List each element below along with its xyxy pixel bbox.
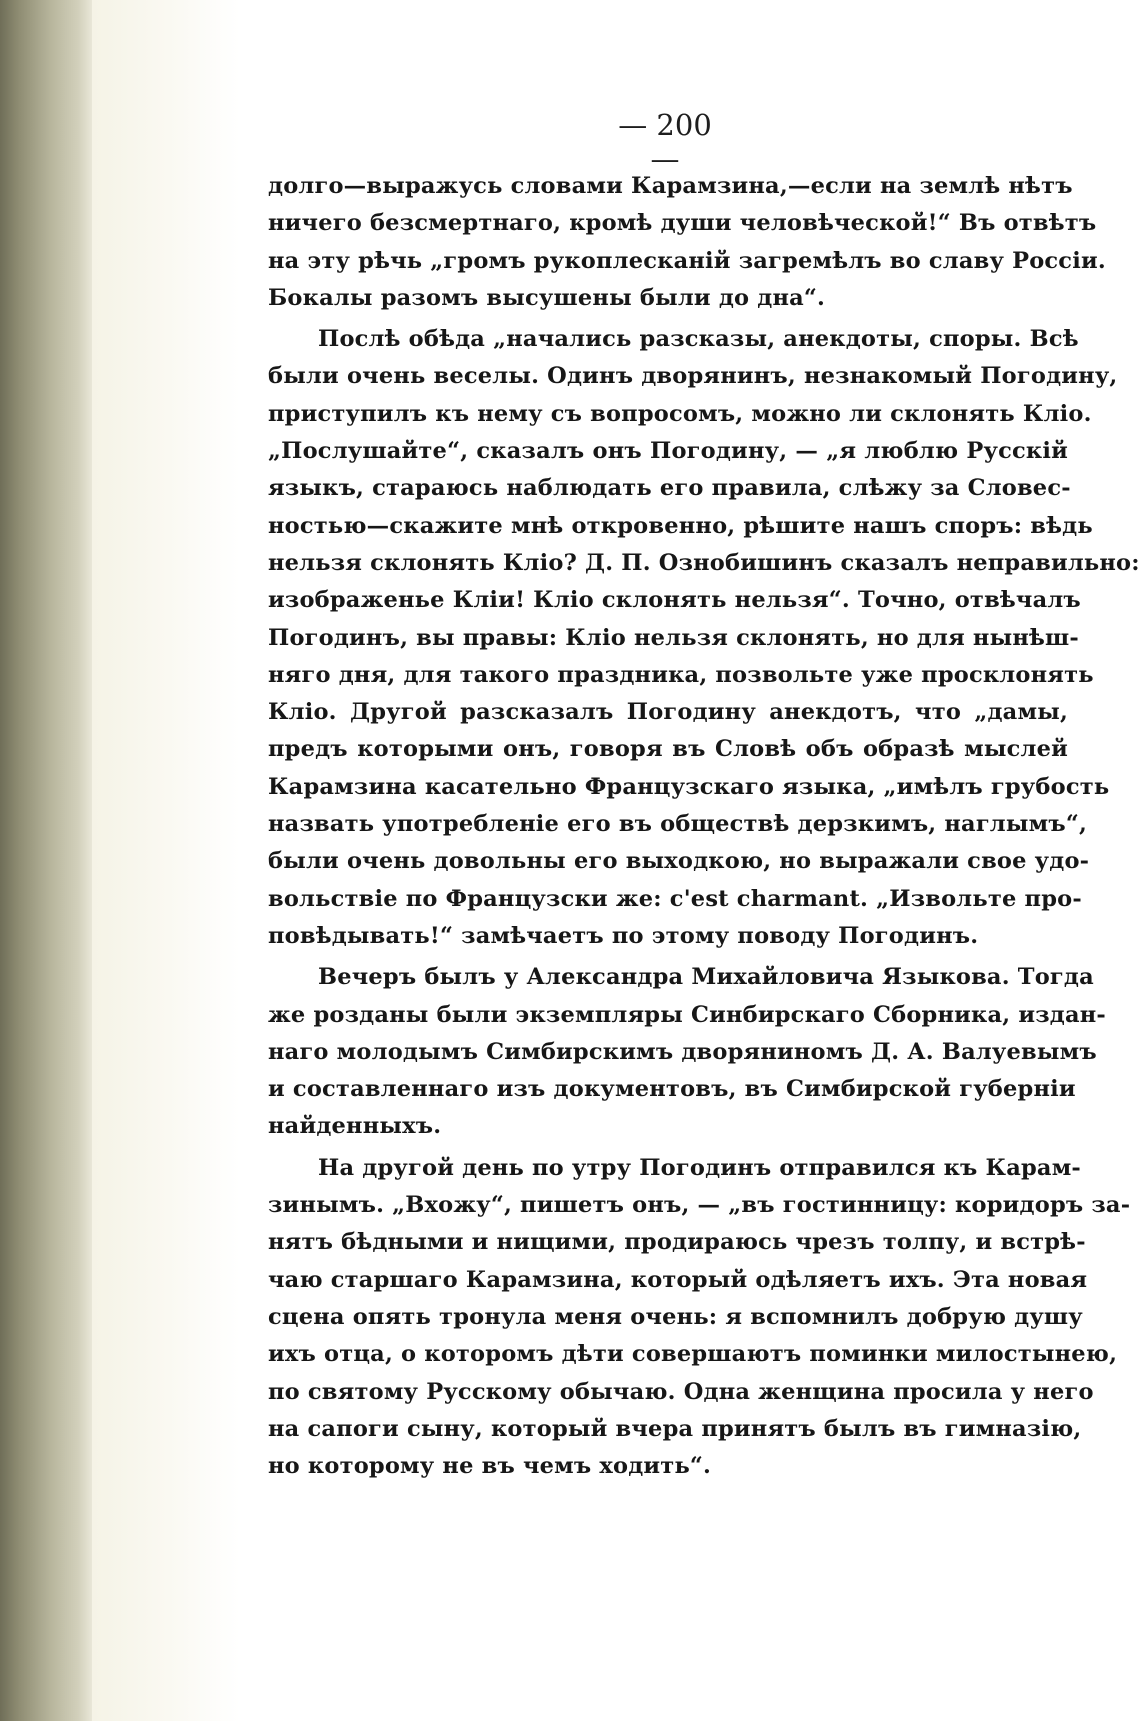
text-line: Кліо. Другой разсказалъ Погодину анекдотъ, что „дамы,: [268, 699, 1068, 726]
book-binding-edge: [0, 0, 92, 1721]
text-line: На другой день по утру Погодинъ отправился къ Карам-: [318, 1154, 1081, 1181]
text-line: же розданы были экземпляры Синбирскаго Сборника, издан-: [268, 1001, 1106, 1028]
text-line: чаю старшаго Карамзина, который одѣляетъ ихъ. Эта новая: [268, 1266, 1088, 1293]
text-line: были очень веселы. Одинъ дворянинъ, незнакомый Погодину,: [268, 363, 1118, 390]
text-line: нятъ бѣдными и нищими, продираюсь чрезъ толпу, и встрѣ-: [268, 1229, 1086, 1256]
text-line: по святому Русскому обычаю. Одна женщина просила у него: [268, 1378, 1094, 1405]
page-number: — 200 —: [618, 108, 712, 176]
text-line: няго дня, для такого праздника, позвольте уже просклонять: [268, 661, 1094, 688]
paragraph-2: [268, 321, 1140, 955]
text-line: языкъ, стараюсь наблюдать его правила, слѣжу за Словес-: [268, 475, 1071, 502]
text-line: Бокалы разомъ высушены были до дна“.: [268, 284, 826, 311]
paragraph-1: [268, 168, 1106, 317]
text-line: наго молодымъ Симбирскимъ дворяниномъ Д. А. Валуевымъ: [268, 1038, 1097, 1065]
text-line: вольствіе по Французски же: c'est charmant. „Извольте про-: [268, 885, 1082, 912]
text-line: сцена опять тронула меня очень: я вспомнилъ добрую душу: [268, 1303, 1083, 1330]
text-line: ничего безсмертнаго, кромѣ души человѣческой!“ Въ отвѣтъ: [268, 210, 1097, 237]
text-line: нельзя склонять Кліо? Д. П. Ознобишинъ сказалъ неправильно:: [268, 549, 1140, 576]
text-line: долго—выражусь словами Карамзина,—если на землѣ нѣтъ: [268, 173, 1073, 199]
text-line: ихъ отца, о которомъ дѣти совершаютъ поминки милостынею,: [268, 1341, 1118, 1368]
text-line: Карамзина касательно Французскаго языка, „имѣлъ грубость: [268, 773, 1110, 800]
text-line: и составленнаго изъ документовъ, въ Симбирской губерніи: [268, 1076, 1076, 1103]
text-line: Погодинъ, вы правы: Кліо нельзя склонять, но для нынѣш-: [268, 624, 1079, 651]
text-line: „Послушайте“, сказалъ онъ Погодину, — „я люблю Русскій: [268, 438, 1068, 465]
paragraph-4: [268, 1150, 1131, 1486]
paragraph-3: [268, 959, 1106, 1145]
text-line: Вечеръ былъ у Александра Михайловича Языкова. Тогда: [318, 964, 1094, 991]
text-line: на эту рѣчь „громъ рукоплесканій загремѣлъ во славу Россіи.: [268, 247, 1106, 274]
text-line: зинымъ. „Вхожу“, пишетъ онъ, — „въ гостинницу: коридоръ за-: [268, 1192, 1131, 1219]
text-line: назвать употребленіе его въ обществѣ дерзкимъ, наглымъ“,: [268, 811, 1088, 838]
text-line: Послѣ обѣда „начались разсказы, анекдоты, споры. Всѣ: [318, 326, 1079, 353]
text-line: предъ которыми онъ, говоря въ Словѣ объ образѣ мыслей: [268, 736, 1068, 763]
text-line: были очень довольны его выходкою, но выражали свое удо-: [268, 848, 1090, 875]
text-line: найденныхъ.: [268, 1113, 442, 1140]
text-line: изображенье Кліи! Кліо склонять нельзя“. Точно, отвѣчалъ: [268, 587, 1081, 614]
text-line: но которому не въ чемъ ходить“.: [268, 1453, 712, 1480]
text-line: на сапоги сыну, который вчера принятъ былъ въ гимназію,: [268, 1415, 1082, 1442]
body-text: [268, 168, 1140, 1489]
page-gutter-shadow: [92, 0, 240, 1721]
text-line: повѣдывать!“ замѣчаетъ по этому поводу Погодинъ.: [268, 922, 979, 949]
text-line: ностью—скажите мнѣ откровенно, рѣшите нашъ споръ: вѣдь: [268, 512, 1093, 539]
text-line: приступилъ къ нему съ вопросомъ, можно ли склонять Кліо.: [268, 400, 1092, 427]
